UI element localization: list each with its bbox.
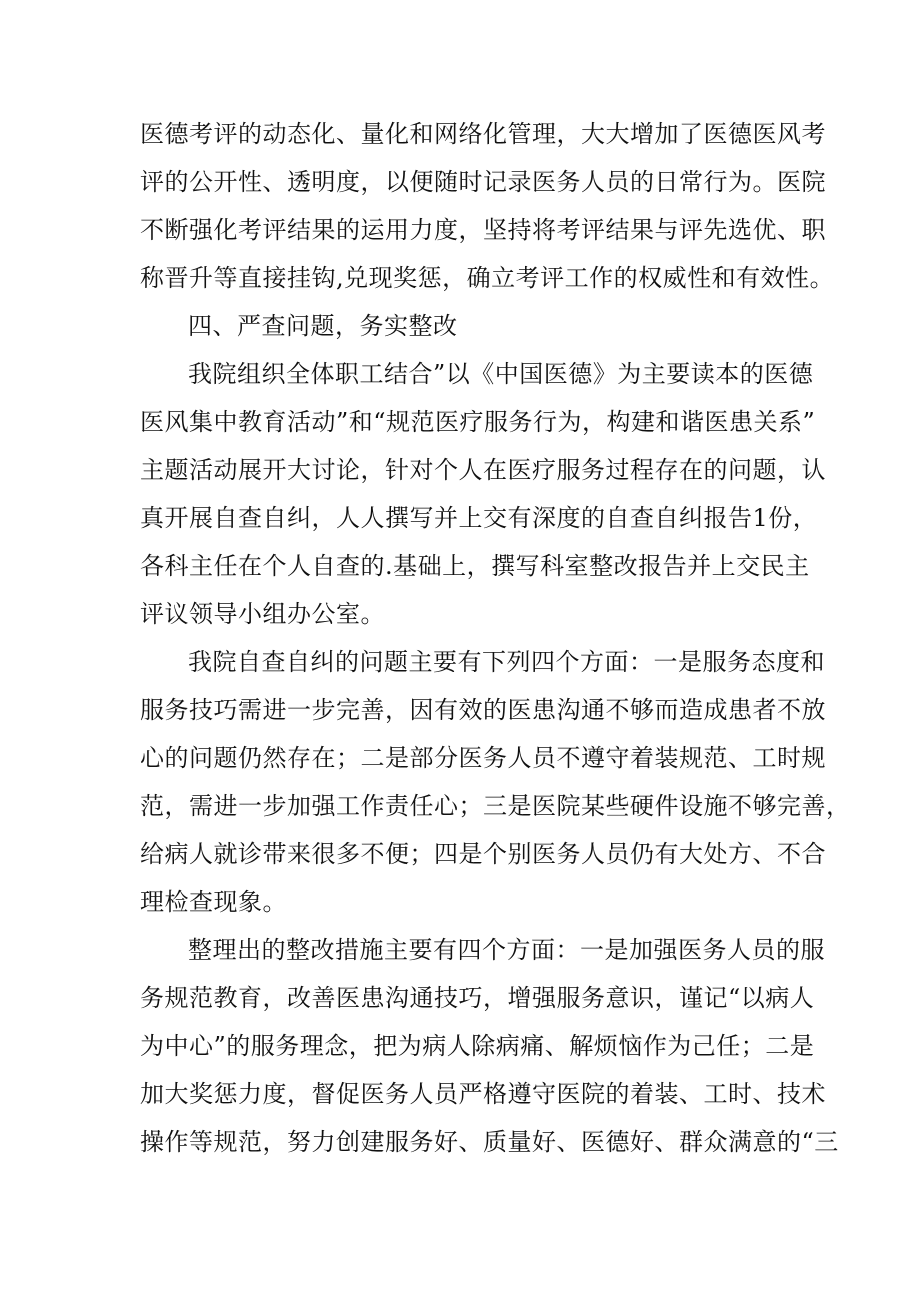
text-line: 范，需进一步加强工作责任心；三是医院某些硬件设施不够完善， (140, 792, 851, 820)
text-line: 评的公开性、透明度，以便随时记录医务人员的日常行为。医院 (140, 168, 826, 196)
text-line: 主题活动展开大讨论，针对个人在医疗服务过程存在的问题，认 (140, 456, 826, 484)
text-line: 各科主任在个人自查的.基础上，撰写科室整改报告并上交民主 (140, 552, 810, 580)
text-line: 操作等规范，努力创建服务好、质量好、医德好、群众满意的“三 (140, 1128, 839, 1156)
text-line: 心的问题仍然存在；二是部分医务人员不遵守着装规范、工时规 (140, 744, 826, 772)
text-line: 医风集中教育活动”和“规范医疗服务行为，构建和谐医患关系” (140, 408, 816, 436)
text-line: 服务技巧需进一步完善，因有效的医患沟通不够而造成患者不放 (140, 696, 826, 724)
section-heading: 四、严查问题，务实整改 (188, 312, 458, 340)
text-line: 真开展自查自纠，人人撰写并上交有深度的自查自纠报告1份， (140, 504, 818, 532)
text-line: 我院自查自纠的问题主要有下列四个方面：一是服务态度和 (188, 648, 825, 676)
text-line: 务规范教育，改善医患沟通技巧，增强服务意识，谨记“以病人 (140, 984, 815, 1012)
text-line: 为中心”的服务理念，把为病人除病痛、解烦恼作为己任；二是 (140, 1032, 815, 1060)
text-line: 整理出的整改措施主要有四个方面：一是加强医务人员的服 (188, 936, 825, 964)
text-line: 不断强化考评结果的运用力度，坚持将考评结果与评先选优、职 (140, 216, 826, 244)
text-line: 评议领导小组办公室。 (140, 600, 385, 628)
text-line: 加大奖惩力度，督促医务人员严格遵守医院的着装、工时、技术 (140, 1080, 826, 1108)
text-line: 称晋升等直接挂钩,兑现奖惩，确立考评工作的权威性和有效性。 (140, 264, 835, 292)
text-line: 给病人就诊带来很多不便；四是个别医务人员仍有大处方、不合 (140, 840, 826, 868)
text-line: 医德考评的动态化、量化和网络化管理，大大增加了医德医风考 (140, 120, 826, 148)
text-line: 理检查现象。 (140, 888, 287, 916)
text-line: 我院组织全体职工结合”以《中国医德》为主要读本的医德 (188, 360, 814, 388)
